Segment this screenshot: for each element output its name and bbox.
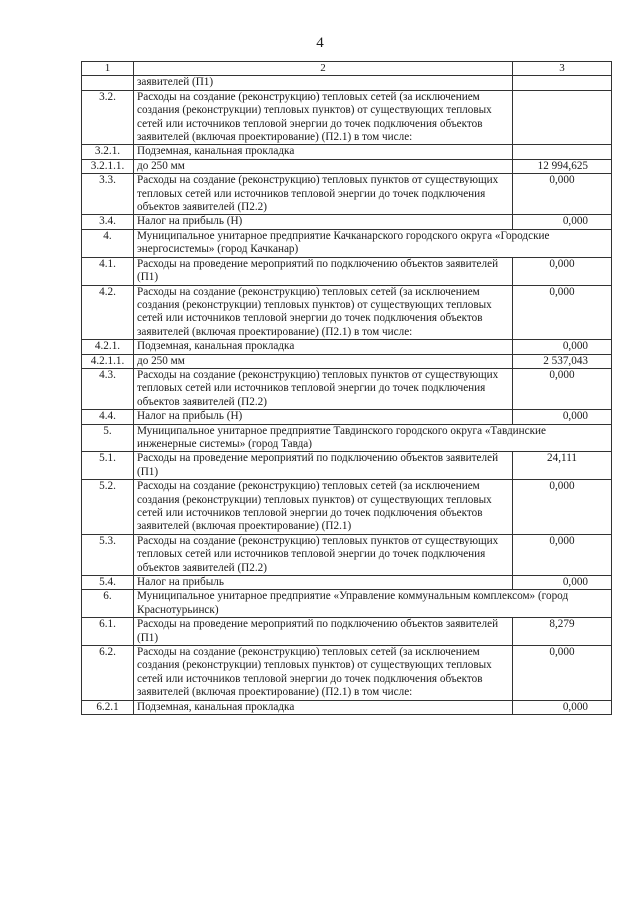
- row-number: 3.3.: [82, 174, 134, 215]
- row-number: 4.2.: [82, 285, 134, 340]
- table-row: [82, 646, 612, 701]
- table-row: [82, 410, 612, 424]
- row-number: 4.2.1.: [82, 340, 134, 354]
- row-value: 0,000: [513, 215, 612, 229]
- row-description: Расходы на создание (реконструкцию) тепловых сетей (за исключением создания (реконструкции) тепловых пунктов) от существующих тепловых сетей или источников тепловой энергии до точек подключения объектов заявителей (включая проектирование) (П2.1) в том числе:: [134, 90, 513, 145]
- table-row: [82, 534, 612, 575]
- row-number: [82, 76, 134, 90]
- row-number: 4.2.1.1.: [82, 354, 134, 368]
- table-row: [82, 174, 612, 215]
- row-description: Расходы на создание (реконструкцию) тепловых пунктов от существующих тепловых сетей или источников тепловой энергии до точек подключения объектов заявителей (П2.2): [134, 174, 513, 215]
- row-description: Муниципальное унитарное предприятие Качканарского городского округа «Городские энергосистемы» (город Качканар): [134, 229, 612, 257]
- row-description: Расходы на создание (реконструкцию) тепловых сетей (за исключением создания (реконструкции) тепловых пунктов) от существующих тепловых сетей или источников тепловой энергии до точек подключения объектов заявителей (включая проектирование) (П2.1): [134, 480, 513, 535]
- table-row: [82, 76, 612, 90]
- row-description: Расходы на создание (реконструкцию) тепловых сетей (за исключением создания (реконструкции) тепловых пунктов) от существующих тепловых сетей или источников тепловой энергии до точек подключения объектов заявителей (включая проектирование) (П2.1) в том числе:: [134, 285, 513, 340]
- row-value: 2 537,043: [513, 354, 612, 368]
- table-row: [82, 90, 612, 145]
- row-number: 6.2.: [82, 646, 134, 701]
- row-value: 0,000: [513, 534, 612, 575]
- column-header: 2: [134, 62, 513, 76]
- page-number: 4: [316, 35, 324, 51]
- table-body: [82, 76, 612, 715]
- table-header-row: [82, 62, 612, 76]
- row-description: Муниципальное унитарное предприятие «Управление коммунальным комплексом» (город Краснотурьинск): [134, 590, 612, 618]
- row-description: Налог на прибыль: [134, 576, 513, 590]
- row-value: 0,000: [513, 410, 612, 424]
- table-row: [82, 215, 612, 229]
- row-number: 3.2.: [82, 90, 134, 145]
- row-description: Расходы на создание (реконструкцию) тепловых пунктов от существующих тепловых сетей или источников тепловой энергии до точек подключения объектов заявителей (П2.2): [134, 368, 513, 409]
- table-row: [82, 480, 612, 535]
- row-number: 3.2.1.1.: [82, 159, 134, 173]
- row-number: 3.4.: [82, 215, 134, 229]
- row-description: Налог на прибыль (Н): [134, 410, 513, 424]
- row-description: Подземная, канальная прокладка: [134, 700, 513, 714]
- row-number: 5.3.: [82, 534, 134, 575]
- column-header: 3: [513, 62, 612, 76]
- table-row: [82, 452, 612, 480]
- table-row: [82, 354, 612, 368]
- row-number: 3.2.1.: [82, 145, 134, 159]
- column-header: 1: [82, 62, 134, 76]
- table-row: [82, 159, 612, 173]
- row-number: 5.4.: [82, 576, 134, 590]
- table-row: [82, 424, 612, 452]
- row-description: Подземная, канальная прокладка: [134, 145, 513, 159]
- row-description: Расходы на проведение мероприятий по подключению объектов заявителей (П1): [134, 452, 513, 480]
- row-number: 5.: [82, 424, 134, 452]
- row-value: 0,000: [513, 340, 612, 354]
- table-row: [82, 340, 612, 354]
- row-value: 0,000: [513, 257, 612, 285]
- row-number: 4.3.: [82, 368, 134, 409]
- row-value: 0,000: [513, 576, 612, 590]
- row-value: 0,000: [513, 700, 612, 714]
- row-value: 0,000: [513, 174, 612, 215]
- row-number: 6.: [82, 590, 134, 618]
- table-row: [82, 257, 612, 285]
- row-value: 24,111: [513, 452, 612, 480]
- row-value: [513, 145, 612, 159]
- row-description: Расходы на проведение мероприятий по подключению объектов заявителей (П1): [134, 618, 513, 646]
- row-value: 0,000: [513, 285, 612, 340]
- table-row: [82, 285, 612, 340]
- row-value: [513, 90, 612, 145]
- row-description: заявителей (П1): [134, 76, 513, 90]
- row-number: 4.: [82, 229, 134, 257]
- row-number: 4.4.: [82, 410, 134, 424]
- row-description: Муниципальное унитарное предприятие Тавдинского городского округа «Тавдинские инженерные системы» (город Тавда): [134, 424, 612, 452]
- tariff-table: [81, 61, 612, 715]
- table-row: [82, 229, 612, 257]
- table-row: [82, 368, 612, 409]
- row-value: 0,000: [513, 646, 612, 701]
- row-number: 6.1.: [82, 618, 134, 646]
- row-description: Расходы на создание (реконструкцию) тепловых сетей (за исключением создания (реконструкции) тепловых пунктов) от существующих тепловых сетей или источников тепловой энергии до точек подключения объектов заявителей (включая проектирование) (П2.1) в том числе:: [134, 646, 513, 701]
- row-description: Подземная, канальная прокладка: [134, 340, 513, 354]
- row-description: Расходы на проведение мероприятий по подключению объектов заявителей (П1): [134, 257, 513, 285]
- row-description: до 250 мм: [134, 354, 513, 368]
- row-value: [513, 76, 612, 90]
- table-row: [82, 590, 612, 618]
- row-description: Расходы на создание (реконструкцию) тепловых пунктов от существующих тепловых сетей или источников тепловой энергии до точек подключения объектов заявителей (П2.2): [134, 534, 513, 575]
- row-number: 6.2.1: [82, 700, 134, 714]
- table-row: [82, 576, 612, 590]
- row-description: до 250 мм: [134, 159, 513, 173]
- table-row: [82, 145, 612, 159]
- row-value: 8,279: [513, 618, 612, 646]
- row-number: 4.1.: [82, 257, 134, 285]
- row-number: 5.2.: [82, 480, 134, 535]
- row-value: 0,000: [513, 480, 612, 535]
- row-description: Налог на прибыль (Н): [134, 215, 513, 229]
- table-row: [82, 618, 612, 646]
- table-row: [82, 700, 612, 714]
- row-value: 0,000: [513, 368, 612, 409]
- row-number: 5.1.: [82, 452, 134, 480]
- row-value: 12 994,625: [513, 159, 612, 173]
